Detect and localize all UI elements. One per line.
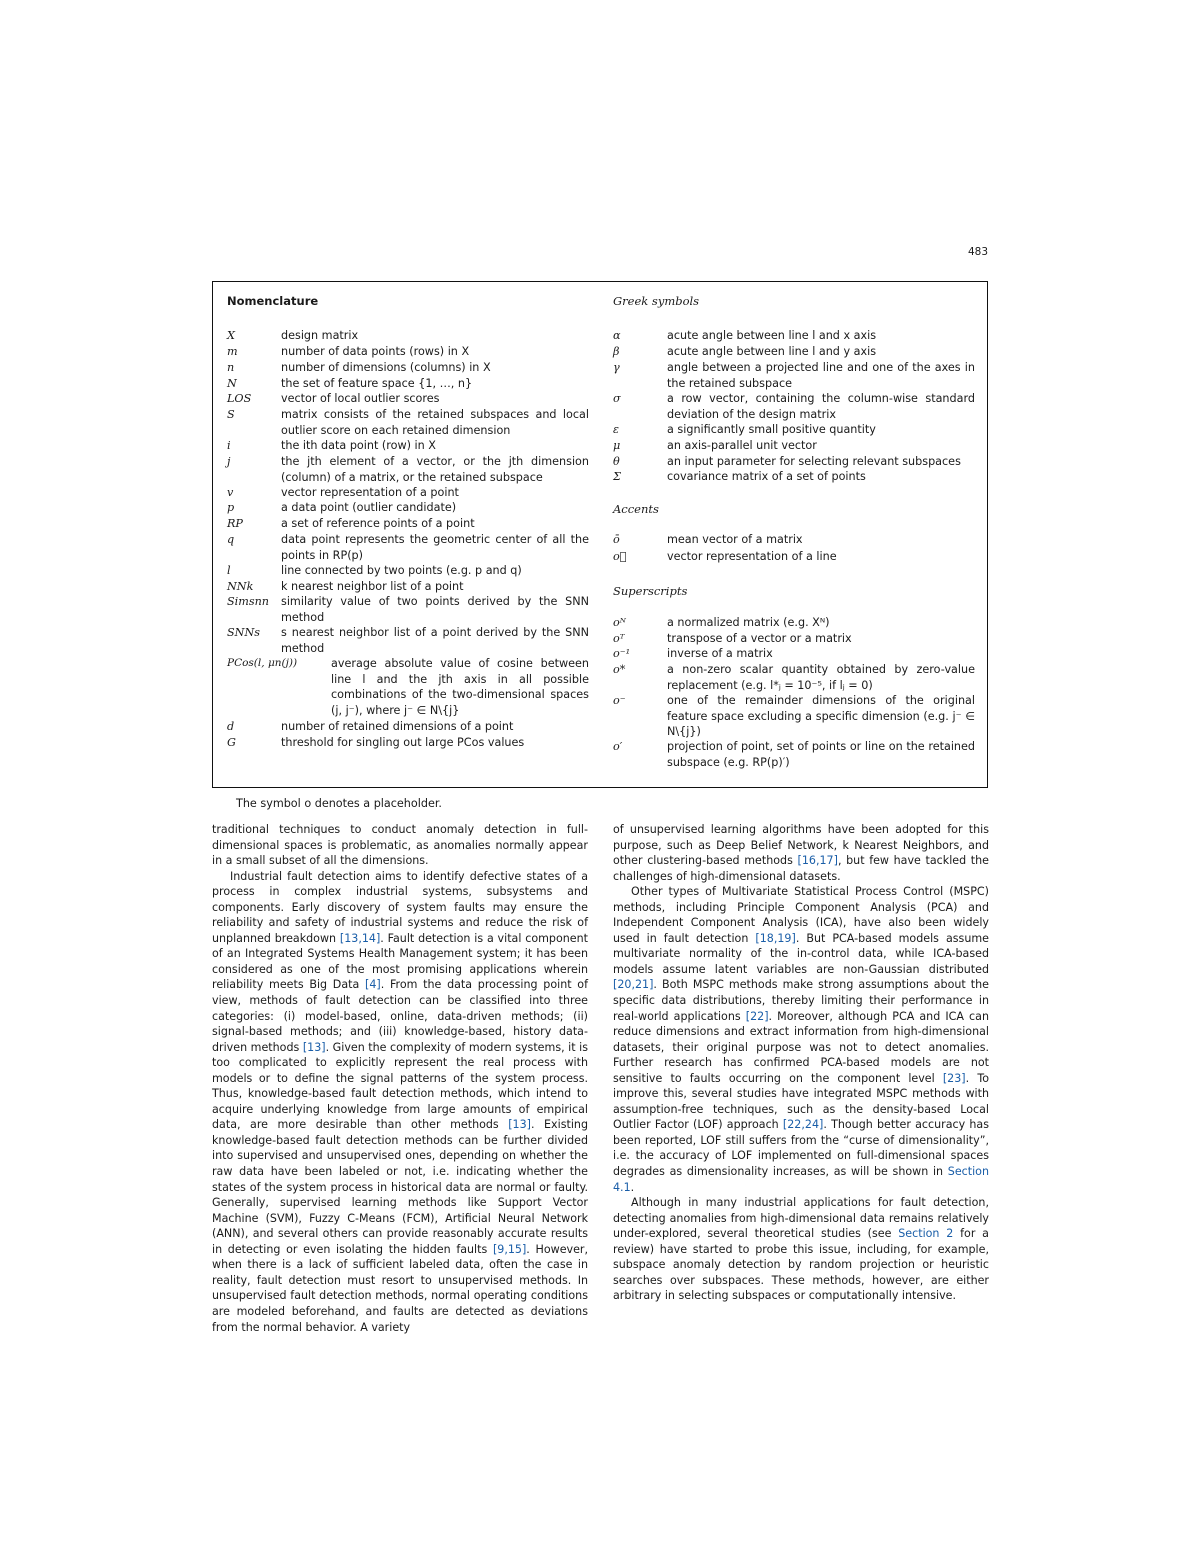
- page-number: 483: [967, 246, 988, 258]
- nomenclature-symbol: SNNs: [227, 626, 260, 639]
- citation-link[interactable]: [22,24]: [782, 1118, 824, 1132]
- superscripts-definition: one of the remainder dimensions of the original feature space excluding a specific dimension (e.g. j⁻ ∈ N\{j}): [667, 694, 975, 738]
- superscripts-symbol: o⁻¹: [613, 647, 631, 660]
- paragraph-text: . Both MSPC methods make strong assumptions about the specific data distributions, thereby limiting their performance in real-world applications: [613, 978, 989, 1023]
- nomenclature-definition: matrix consists of the retained subspaces and local outlier score on each retained dimension: [281, 408, 589, 437]
- greek-symbol: α: [613, 329, 621, 342]
- superscripts-symbol: o⁻: [613, 694, 626, 707]
- superscripts-symbol: oᵀ: [613, 632, 625, 645]
- citation-link[interactable]: [13]: [508, 1118, 531, 1132]
- nomenclature-definition: s nearest neighbor list of a point derived by the SNN method: [281, 626, 589, 655]
- greek-symbol: μ: [613, 439, 621, 452]
- nomenclature-definition: a data point (outlier candidate): [281, 501, 457, 514]
- nomenclature-definition: line connected by two points (e.g. p and q): [281, 564, 522, 577]
- citation-link[interactable]: [22]: [745, 1009, 769, 1023]
- nomenclature-definition: a set of reference points of a point: [281, 517, 475, 530]
- superscripts-symbol: o*: [613, 663, 626, 676]
- nomenclature-symbol: n: [227, 361, 235, 374]
- paragraph-text: of unsupervised learning algorithms have been adopted for this purpose, such as Deep Belief Network, k Nearest Neighbors, and other clustering-based methods: [613, 823, 989, 868]
- nomenclature-symbol: LOS: [227, 392, 252, 405]
- nomenclature-symbol: v: [227, 486, 234, 499]
- paragraph-text: traditional techniques to conduct anomaly detection in full-dimensional spaces is problematic, as anomalies normally appear in a small subset of all the dimensions.: [212, 823, 588, 868]
- nomenclature-definition: design matrix: [281, 329, 359, 342]
- nomenclature-definition: vector representation of a point: [281, 486, 459, 499]
- citation-link[interactable]: [23]: [942, 1071, 966, 1085]
- nomenclature-definition: threshold for singling out large PCos values: [281, 736, 525, 749]
- nomenclature-symbol: q: [227, 533, 235, 546]
- citation-link[interactable]: [16,17]: [797, 854, 838, 868]
- nomenclature-symbol: G: [227, 736, 236, 749]
- nomenclature-definition: number of retained dimensions of a point: [281, 720, 514, 733]
- nomenclature-definition: number of data points (rows) in X: [281, 345, 470, 358]
- superscripts-definition: transpose of a vector or a matrix: [667, 632, 852, 645]
- citation-link[interactable]: [18,19]: [755, 931, 796, 945]
- nomenclature-definition: number of dimensions (columns) in X: [281, 361, 491, 374]
- accents-heading: Accents: [613, 502, 659, 516]
- nomenclature-symbol: p: [227, 501, 235, 514]
- superscripts-symbol: o′: [613, 740, 623, 753]
- nomenclature-definition: the set of feature space {1, …, n}: [281, 377, 473, 390]
- nomenclature-symbol: j: [227, 455, 231, 468]
- body-column-left: [212, 822, 588, 1335]
- greek-symbol: σ: [613, 392, 621, 405]
- superscripts-heading: Superscripts: [613, 584, 688, 598]
- accents-definition: vector representation of a line: [667, 550, 837, 563]
- greek-definition: a significantly small positive quantity: [667, 423, 876, 436]
- greek-symbol: Σ: [613, 470, 621, 483]
- nomenclature-definition: data point represents the geometric center of all the points in RP(p): [281, 533, 589, 562]
- nomenclature-symbol: i: [227, 439, 231, 452]
- nomenclature-symbol: NNk: [227, 580, 254, 593]
- citation-link[interactable]: [13]: [302, 1040, 326, 1054]
- paragraph-text: . From the data processing point of view, methods of fault detection can be classified into three categories: (i) model-based, online, data-driven methods; (ii) signal-based methods; and (iii) knowledge-based, history data-driven methods: [212, 978, 588, 1054]
- citation-link[interactable]: Section 4.1: [613, 1165, 989, 1194]
- paragraph: [613, 884, 989, 1195]
- nomenclature-heading: Nomenclature: [227, 294, 319, 308]
- paragraph: [613, 1195, 989, 1304]
- nomenclature-definition: k nearest neighbor list of a point: [281, 580, 464, 593]
- paragraph-text: , but few have tackled the challenges of high-dimensional datasets.: [613, 854, 989, 883]
- paragraph-text: . Fault detection is a vital component of an Integrated Systems Health Management system; it has been considered as one of the most promising applications wherein reliability meets Big Data: [212, 931, 588, 992]
- nomenclature-symbol: d: [227, 720, 235, 733]
- citation-link[interactable]: Section 2: [898, 1227, 954, 1241]
- nomenclature-symbol: S: [227, 408, 235, 421]
- nomenclature-symbol: RP: [227, 517, 243, 530]
- greek-definition: an input parameter for selecting relevant subspaces: [667, 455, 961, 468]
- nomenclature-symbol: N: [227, 377, 237, 390]
- paragraph-text: Other types of Multivariate Statistical Process Control (MSPC) methods, including Principle Component Analysis (PCA) and Independent Component Analysis (ICA), have also been widely used in fault detection: [613, 885, 989, 945]
- paragraph-text: . Existing knowledge-based fault detection methods can be further divided into supervised and unsupervised ones, depending on whether the raw data have been labeled or not, i.e. indicating whether the states of the system process in historical data are normal or faulty. Generally, supervised learning methods like Support Vector Machine (SVM), Fuzzy C-Means (FCM), Artificial Neural Network (ANN), and several others can provide reasonably accurate results in detecting or even isolating the hidden faults: [212, 1118, 588, 1256]
- nomenclature-symbol: Simsnn: [227, 595, 270, 608]
- body-column-right: [613, 822, 989, 1304]
- greek-symbol: ε: [613, 423, 620, 436]
- nomenclature-definition: vector of local outlier scores: [281, 392, 440, 405]
- superscripts-definition: projection of point, set of points or line on the retained subspace (e.g. RP(p)′): [667, 740, 975, 769]
- greek-symbols-heading: Greek symbols: [613, 294, 700, 308]
- superscripts-definition: a normalized matrix (e.g. Xᴺ): [667, 616, 830, 629]
- nomenclature-symbol: X: [227, 329, 235, 342]
- citation-link[interactable]: [4]: [365, 978, 381, 992]
- paragraph: [212, 822, 588, 869]
- nomenclature-definition: similarity value of two points derived by the SNN method: [281, 595, 589, 624]
- paragraph-text: . To improve this, several studies have integrated MSPC methods with assumption-free techniques, such as the density-based Local Outlier Factor (LOF) approach: [613, 1071, 989, 1132]
- paragraph-text: Although in many industrial applications for fault detection, detecting anomalies from high-dimensional data remains relatively under-explored, several theoretical studies (see: [613, 1196, 989, 1241]
- nomenclature-definition: average absolute value of cosine between line l and the jth axis in all possible combinations of the two-dimensional spaces (j, j⁻), where j⁻ ∈ N\{j}: [331, 657, 589, 717]
- accents-symbol: o⃗: [613, 550, 627, 563]
- superscripts-definition: inverse of a matrix: [667, 647, 773, 660]
- nomenclature-symbol: PCos(l, μn(j)): [227, 657, 298, 669]
- greek-symbol: β: [613, 345, 620, 358]
- paragraph: [212, 869, 588, 1335]
- greek-definition: covariance matrix of a set of points: [667, 470, 866, 483]
- paragraph-text: . Though better accuracy has been reported, LOF still suffers from the “curse of dimensionality”, i.e. the accuracy of LOF implemented on full-dimensional spaces degrades as dimensionality increases, as will be shown in: [613, 1118, 989, 1179]
- accents-symbol: ō: [613, 533, 620, 546]
- citation-link[interactable]: [20,21]: [613, 978, 654, 992]
- greek-definition: angle between a projected line and one of the axes in the retained subspace: [667, 361, 975, 390]
- paragraph-text: . Given the complexity of modern systems, it is too complicated to explicitly represent the real process with models or to define the signal patterns of the system process. Thus, knowledge-based fault detection methods, which intend to acquire underlying knowledge from large amounts of empirical data, are more desirable than other methods: [212, 1040, 588, 1132]
- nomenclature-definition: the ith data point (row) in X: [281, 439, 436, 452]
- paragraph-text: .: [630, 1180, 635, 1194]
- greek-symbol: θ: [613, 455, 620, 468]
- superscripts-symbol: oᴺ: [613, 616, 626, 629]
- nomenclature-symbol: m: [227, 345, 238, 358]
- paragraph-text: . Moreover, although PCA and ICA can reduce dimensions and extract information from high-dimensional datasets, their original purpose was not to detect anomalies. Further research has confirmed PCA-based models are not sensitive to faults occurring on the component level: [613, 1009, 989, 1085]
- paragraph-text: Industrial fault detection aims to identify defective states of a process in complex industrial systems, subsystems and components. Early discovery of system faults may ensure the reliability and safety of industrial systems and reduce the risk of unplanned breakdown: [212, 869, 588, 945]
- nomenclature-box: [212, 281, 988, 788]
- paragraph-text: for a review) have started to probe this issue, including, for example, subspace anomaly detection by random projection or heuristic searches over subspaces. These methods, however, are either arbitrary in selecting subspaces or computationally intensive.: [613, 1227, 989, 1303]
- paragraph-text: . However, when there is a lack of sufficient labeled data, often the case in reality, fault detection must resort to unsupervised methods. In unsupervised fault detection methods, normal operating conditions are modeled beforehand, and faults are detected as deviations from the normal behavior. A variety: [212, 1242, 588, 1334]
- greek-definition: acute angle between line l and y axis: [667, 345, 877, 358]
- paragraph-text: . But PCA-based models assume multivariate normality of the in-control data, while ICA-based models assume latent variables are non-Gaussian distributed: [613, 931, 989, 976]
- accents-definition: mean vector of a matrix: [667, 533, 803, 546]
- greek-definition: a row vector, containing the column-wise standard deviation of the design matrix: [667, 392, 975, 421]
- citation-link[interactable]: [9,15]: [492, 1242, 527, 1256]
- greek-definition: an axis-parallel unit vector: [667, 439, 817, 452]
- nomenclature-definition: the jth element of a vector, or the jth dimension (column) of a matrix, or the retained subspace: [281, 455, 589, 484]
- superscripts-definition: a non-zero scalar quantity obtained by zero-value replacement (e.g. l*ⱼ = 10⁻⁵, if lⱼ = 0): [667, 663, 975, 692]
- greek-definition: acute angle between line l and x axis: [667, 329, 877, 342]
- nomenclature-symbol: l: [227, 564, 231, 577]
- citation-link[interactable]: [13,14]: [339, 931, 381, 945]
- greek-symbol: γ: [613, 361, 620, 374]
- paragraph: [613, 822, 989, 884]
- nomenclature-footnote: The symbol o denotes a placeholder.: [236, 797, 442, 810]
